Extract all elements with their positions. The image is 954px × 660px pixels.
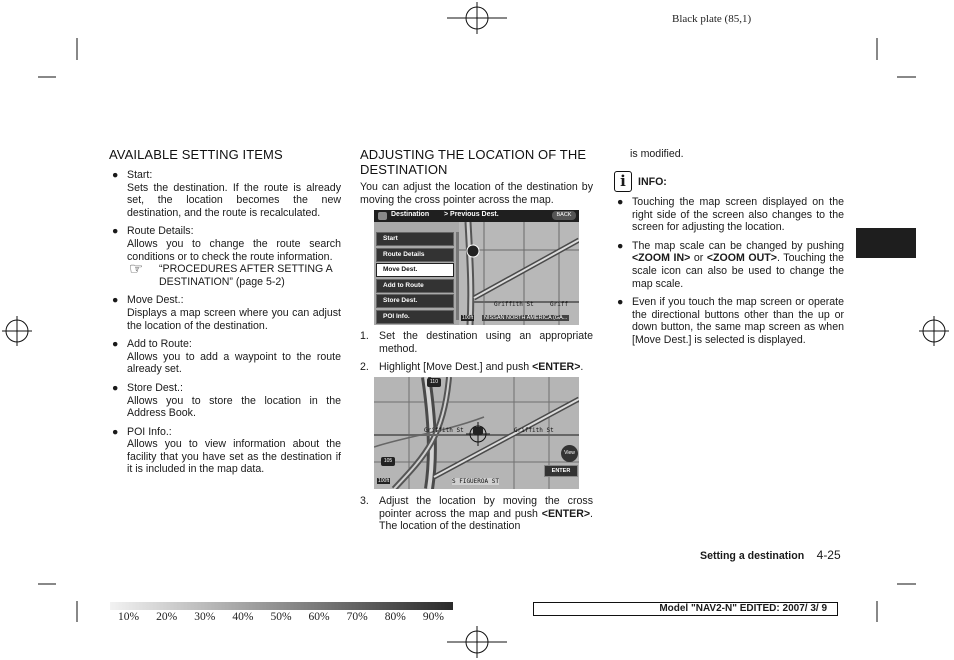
heading-line: DESTINATION: [360, 162, 448, 177]
destination-flag-icon: [473, 427, 483, 435]
item-text: Sets the destination. If the route is already set, the location becomes the new destination, and the route is recalculated.: [127, 181, 341, 219]
street-label: Griffith St: [424, 427, 464, 434]
menu-item-move-dest[interactable]: Move Dest.: [376, 263, 454, 277]
bullet: ●: [617, 196, 624, 208]
intro-paragraph: You can adjust the location of the destination by moving the cross pointer across the map.: [360, 181, 593, 206]
grayscale-percent-label: 70%: [346, 611, 368, 623]
grayscale-percent-label: 40%: [232, 611, 254, 623]
info-bullet: [614, 196, 844, 234]
grayscale-percent-label: 20%: [156, 611, 178, 623]
map-copyright: NISSAN NORTH AMERICA (GA...: [484, 315, 568, 321]
list-item: [109, 382, 341, 420]
street-label: Griffith St: [494, 301, 534, 308]
bullet: ●: [112, 425, 119, 438]
menu-item-store-dest[interactable]: Store Dest.: [376, 294, 454, 308]
menu-item-poi-info[interactable]: POI Info.: [376, 310, 454, 324]
step-text-end: .: [580, 361, 584, 374]
grayscale-percent-label: 30%: [194, 611, 216, 623]
step-item: [360, 330, 593, 355]
info-icon: i: [614, 171, 632, 192]
footer-page-ref: [700, 546, 841, 564]
bullet-text: The map scale can be changed by pushing: [632, 239, 844, 252]
reference-text: “PROCEDURES AFTER SETTING A DESTINATION” (page 5-2): [159, 263, 333, 288]
info-title: INFO:: [638, 175, 667, 188]
step-number: 1.: [360, 330, 369, 342]
item-title: POI Info.:: [127, 425, 172, 438]
street-label: Griff: [550, 301, 569, 308]
step-3: [360, 495, 593, 539]
grayscale-percent-row: [110, 611, 453, 625]
item-text: Allows you to store the location in the Address Book.: [127, 394, 341, 420]
destination-icon: [378, 212, 387, 220]
step-item: [360, 495, 593, 533]
enter-button[interactable]: ENTER: [544, 465, 578, 477]
model-edited-box: Model "NAV2-N" EDITED: 2007/ 3/ 9: [533, 602, 838, 616]
map-scale-indicator[interactable]: 100ft: [462, 315, 474, 321]
bullet: ●: [112, 338, 119, 351]
map-scale-indicator[interactable]: 100ft: [378, 478, 390, 484]
grayscale-percent-label: 60%: [308, 611, 330, 623]
step-number: 3.: [360, 495, 369, 507]
menu-item-start[interactable]: Start: [376, 232, 454, 246]
list-item: [109, 225, 341, 288]
back-button[interactable]: BACK: [552, 211, 576, 220]
bullet: ●: [112, 381, 119, 394]
list-item: [109, 169, 341, 219]
bullet-text: Touching the map screen displayed on the right side of the screen also changes to the screen for adjusting the location.: [632, 196, 844, 234]
bullet: ●: [112, 225, 119, 238]
step-number: 2.: [360, 361, 369, 374]
street-label: S FIGUEROA ST: [452, 478, 499, 485]
item-title: Store Dest.:: [127, 381, 183, 394]
step-text-end: . The location of the destination: [379, 507, 593, 533]
item-title: Add to Route:: [127, 338, 192, 351]
list-item: [109, 426, 341, 476]
grayscale-percent-label: 90%: [422, 611, 444, 623]
destination-menu: [376, 232, 454, 325]
grayscale-percent-label: 50%: [270, 611, 292, 623]
bullet-text: Even if you touch the map screen or operate the directional buttons other than the up or down button, the same map screen as when [Move Dest.] is selected is displayed.: [632, 296, 844, 346]
view-button[interactable]: View: [561, 445, 578, 462]
bullet: ●: [617, 296, 624, 309]
route-shield-icon: 105: [381, 457, 395, 466]
item-title: Route Details:: [127, 225, 194, 238]
grayscale-percent-label: 80%: [384, 611, 406, 623]
bullet-text: . Touching the scale icon can also be used to change the map scale.: [632, 252, 844, 290]
item-text: Allows you to add a waypoint to the route already set.: [127, 350, 341, 376]
street-label: Griffith St: [514, 427, 554, 434]
list-item: [109, 338, 341, 376]
bullet: ●: [617, 239, 624, 252]
list-item: [109, 294, 341, 332]
item-text: Allows you to change the route search conditions or to check the route information.: [127, 237, 341, 263]
nav-screen-destination-menu: [374, 210, 579, 325]
heading-line: ADJUSTING THE LOCATION OF THE: [360, 147, 587, 162]
info-heading: [614, 171, 667, 192]
step-text: Adjust the location by moving the cross pointer across the map and push: [379, 495, 593, 520]
steps-1-2: [360, 330, 593, 380]
menu-scrollbar[interactable]: [456, 232, 459, 320]
grayscale-strip: [110, 602, 453, 610]
footer-page-number: 4-25: [816, 548, 841, 562]
pointing-hand-icon: ☞: [129, 261, 144, 279]
item-text: Displays a map screen where you can adjust the location of the destination.: [127, 306, 341, 332]
bullet-text: or: [690, 252, 707, 265]
screen-title: Destination: [391, 211, 430, 218]
item-text: Allows you to view information about the facility that you have set as the destination if it is included in the map data.: [127, 438, 341, 476]
section-heading-available-items: AVAILABLE SETTING ITEMS: [109, 147, 283, 162]
route-shield-icon: 110: [427, 378, 441, 387]
info-bullet: [614, 240, 844, 290]
continuation-text: is modified.: [630, 148, 684, 160]
screen-breadcrumb: > Previous Dest.: [444, 211, 499, 218]
info-bullets: [614, 196, 844, 353]
bullet: ●: [112, 294, 119, 307]
step-text: Highlight [Move Dest.] and push: [379, 361, 533, 374]
key-label: <ZOOM OUT>: [706, 252, 777, 265]
key-label: <ENTER>: [541, 507, 591, 520]
step-item: [360, 361, 593, 374]
step-text: Set the destination using an appropriate method.: [379, 330, 593, 355]
chapter-tab: [856, 228, 916, 258]
item-title: Start:: [127, 169, 153, 181]
info-bullet: [614, 296, 844, 346]
bullet: ●: [112, 169, 119, 181]
menu-item-route-details[interactable]: Route Details: [376, 248, 454, 262]
footer-section-title: Setting a destination: [700, 550, 805, 562]
key-label: <ZOOM IN>: [632, 252, 691, 265]
cross-reference: [127, 263, 341, 288]
nav-screen-move-dest-map: [374, 377, 579, 489]
menu-item-add-to-route[interactable]: Add to Route: [376, 279, 454, 293]
plate-label: Black plate (85,1): [672, 13, 752, 25]
grayscale-percent-label: 10%: [118, 611, 140, 623]
setting-items-list: [109, 169, 341, 482]
section-heading-adjusting-location: [360, 147, 600, 177]
item-title: Move Dest.:: [127, 294, 184, 307]
key-label: <ENTER>: [532, 361, 581, 374]
